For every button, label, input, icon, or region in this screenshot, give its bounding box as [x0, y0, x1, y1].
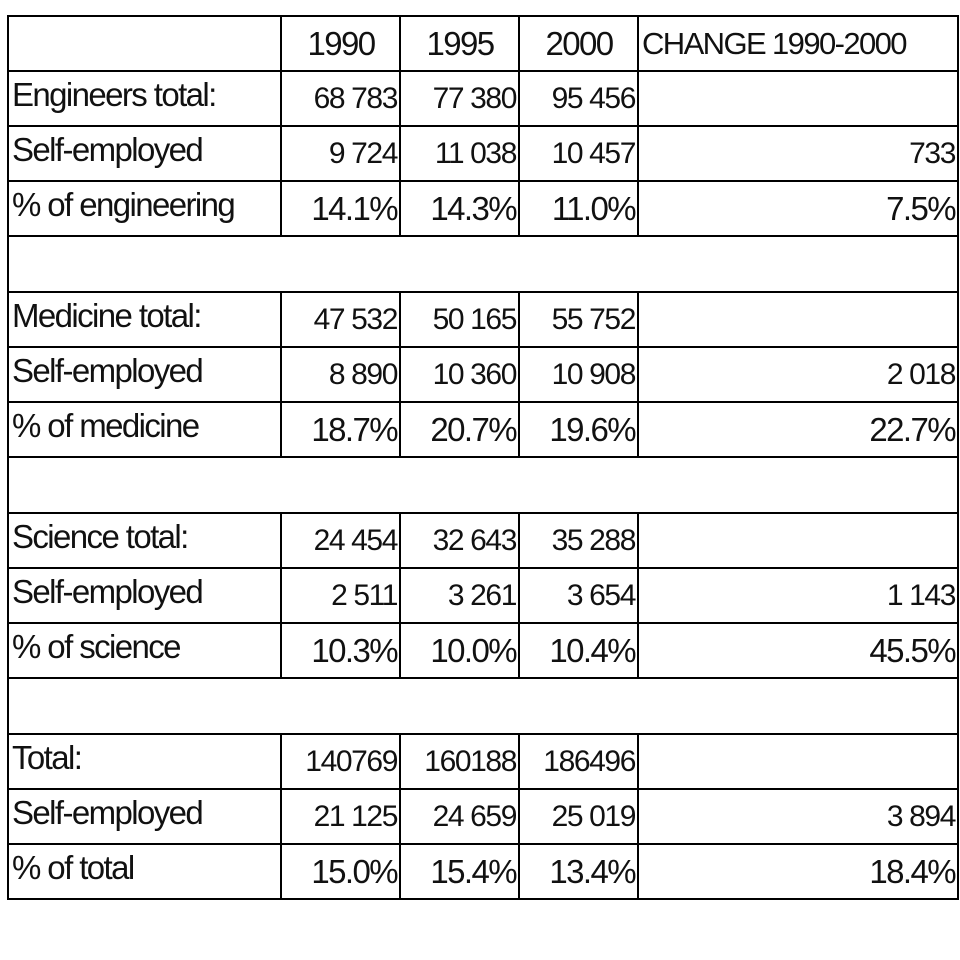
- value-2000: 186496: [519, 734, 638, 789]
- self-employment-table: [7, 15, 959, 900]
- value-1995: 3 261: [400, 568, 519, 623]
- value-1990: 68 783: [281, 71, 400, 126]
- change-value: 22.7%: [638, 402, 958, 457]
- value-1990: 8 890: [281, 347, 400, 402]
- value-1995: 10.0%: [400, 623, 519, 678]
- row-label: Total:: [8, 734, 281, 789]
- value-1990: 10.3%: [281, 623, 400, 678]
- value-2000: 3 654: [519, 568, 638, 623]
- row-label: % of medicine: [8, 402, 281, 457]
- value-1990: 14.1%: [281, 181, 400, 236]
- row-label: Science total:: [8, 513, 281, 568]
- spacer-cell: [8, 236, 958, 292]
- value-1990: 9 724: [281, 126, 400, 181]
- value-1995: 50 165: [400, 292, 519, 347]
- table-row: [8, 402, 958, 457]
- value-1995: 160188: [400, 734, 519, 789]
- change-value: 3 894: [638, 789, 958, 844]
- header-row: [8, 16, 958, 71]
- table-row: [8, 789, 958, 844]
- value-1990: 2 511: [281, 568, 400, 623]
- table-row: [8, 513, 958, 568]
- value-2000: 10 457: [519, 126, 638, 181]
- table-row: [8, 623, 958, 678]
- row-label: Self-employed: [8, 347, 281, 402]
- row-label: Self-employed: [8, 126, 281, 181]
- change-value: [638, 71, 958, 126]
- value-2000: 10.4%: [519, 623, 638, 678]
- year-header-1990: 1990: [281, 16, 400, 71]
- value-1995: 24 659: [400, 789, 519, 844]
- value-1995: 32 643: [400, 513, 519, 568]
- value-1995: 11 038: [400, 126, 519, 181]
- row-label: Medicine total:: [8, 292, 281, 347]
- table-row: [8, 734, 958, 789]
- value-1995: 15.4%: [400, 844, 519, 899]
- row-label: % of engineering: [8, 181, 281, 236]
- table-row: [8, 126, 958, 181]
- spacer-row: [8, 678, 958, 734]
- value-2000: 25 019: [519, 789, 638, 844]
- value-2000: 11.0%: [519, 181, 638, 236]
- value-2000: 95 456: [519, 71, 638, 126]
- value-1990: 15.0%: [281, 844, 400, 899]
- change-value: 7.5%: [638, 181, 958, 236]
- spacer-row: [8, 236, 958, 292]
- row-label: % of science: [8, 623, 281, 678]
- row-label: Engineers total:: [8, 71, 281, 126]
- value-1990: 21 125: [281, 789, 400, 844]
- value-2000: 13.4%: [519, 844, 638, 899]
- spacer-cell: [8, 678, 958, 734]
- header-label-cell: [8, 16, 281, 71]
- value-1995: 77 380: [400, 71, 519, 126]
- year-header-2000: 2000: [519, 16, 638, 71]
- change-value: 45.5%: [638, 623, 958, 678]
- table-row: [8, 292, 958, 347]
- value-2000: 35 288: [519, 513, 638, 568]
- table-row: [8, 347, 958, 402]
- change-value: 733: [638, 126, 958, 181]
- spacer-row: [8, 457, 958, 513]
- value-1995: 20.7%: [400, 402, 519, 457]
- change-value: [638, 513, 958, 568]
- table-row: [8, 844, 958, 899]
- value-1990: 24 454: [281, 513, 400, 568]
- change-value: 2 018: [638, 347, 958, 402]
- value-2000: 55 752: [519, 292, 638, 347]
- row-label: Self-employed: [8, 568, 281, 623]
- value-1995: 10 360: [400, 347, 519, 402]
- value-1990: 47 532: [281, 292, 400, 347]
- value-1995: 14.3%: [400, 181, 519, 236]
- change-header: CHANGE 1990-2000: [638, 16, 958, 71]
- table-row: [8, 181, 958, 236]
- value-1990: 140769: [281, 734, 400, 789]
- table-row: [8, 71, 958, 126]
- change-value: 1 143: [638, 568, 958, 623]
- spacer-cell: [8, 457, 958, 513]
- value-1990: 18.7%: [281, 402, 400, 457]
- year-header-1995: 1995: [400, 16, 519, 71]
- change-value: [638, 734, 958, 789]
- row-label: % of total: [8, 844, 281, 899]
- value-2000: 10 908: [519, 347, 638, 402]
- change-value: 18.4%: [638, 844, 958, 899]
- value-2000: 19.6%: [519, 402, 638, 457]
- table-body: [8, 16, 958, 899]
- row-label: Self-employed: [8, 789, 281, 844]
- change-value: [638, 292, 958, 347]
- table-row: [8, 568, 958, 623]
